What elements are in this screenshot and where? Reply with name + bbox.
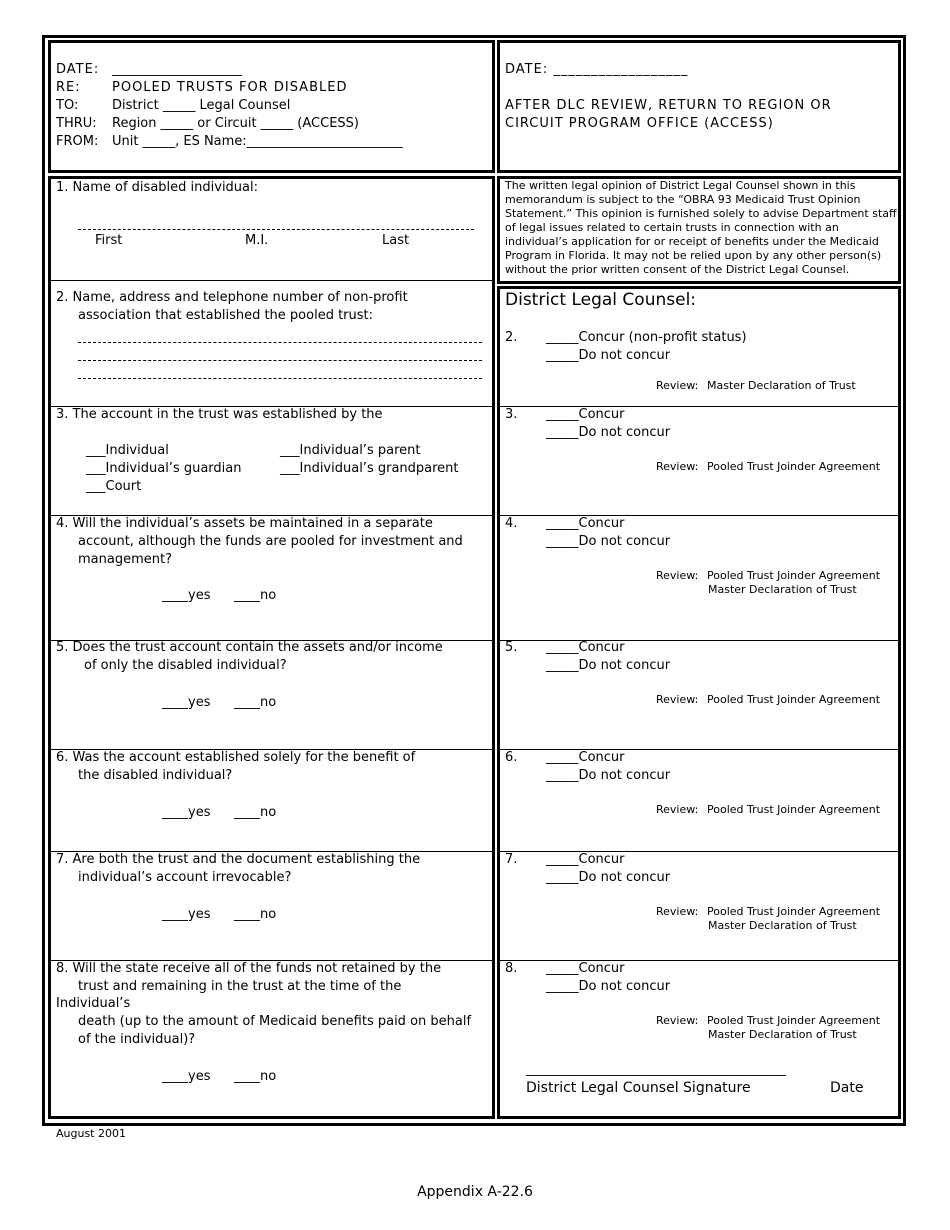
concur-option[interactable]: _____Concur (546, 750, 625, 765)
do-not-concur-option[interactable]: _____Do not concur (546, 425, 671, 440)
to-label: TO: (56, 98, 79, 113)
review-label: Review: (656, 379, 699, 392)
q8-text: death (up to the amount of Medicaid benefits paid on behalf (78, 1014, 472, 1029)
review-doc: Master Declaration of Trust (708, 583, 857, 596)
q8-text: 8. Will the state receive all of the funds not retained by the (56, 961, 442, 976)
re-label: RE: (56, 80, 81, 95)
q7-yes[interactable]: ____yes (162, 907, 211, 922)
q1-text: 1. Name of disabled individual: (56, 180, 259, 195)
do-not-concur-option[interactable]: _____Do not concur (546, 870, 671, 885)
do-not-concur-option[interactable]: _____Do not concur (546, 658, 671, 673)
q5-text: 5. Does the trust account contain the assets and/or income (56, 640, 443, 655)
disclaimer-line: Program in Florida. It may not be relied upon by any other person(s) (505, 249, 882, 262)
concur-option[interactable]: _____Concur (546, 516, 625, 531)
disclaimer-line: individual’s application for or receipt of benefits under the Medicaid (505, 235, 879, 248)
divider (51, 280, 492, 281)
thru-label: THRU: (56, 116, 97, 131)
q4-yes[interactable]: ____yes (162, 588, 211, 603)
do-not-concur-option[interactable]: _____Do not concur (546, 348, 671, 363)
from-label: FROM: (56, 134, 99, 149)
q5-yes[interactable]: ____yes (162, 695, 211, 710)
option-parent[interactable]: ___Individual’s parent (280, 443, 421, 458)
disclaimer-line: of legal issues related to certain trusts in connection with an (505, 221, 839, 234)
q4-text: 4. Will the individual’s assets be maintained in a separate (56, 516, 433, 531)
q4-no[interactable]: ____no (234, 588, 277, 603)
association-field[interactable] (78, 342, 482, 343)
dlc-row-number: 2. (505, 330, 518, 345)
q7-no[interactable]: ____no (234, 907, 277, 922)
dlc-row-number: 7. (505, 852, 518, 867)
dlc-title: District Legal Counsel: (505, 290, 697, 310)
q3-text: 3. The account in the trust was established by the (56, 407, 383, 422)
thru-value[interactable]: Region _____ or Circuit _____ (ACCESS) (112, 116, 359, 131)
concur-option[interactable]: _____Concur (546, 407, 625, 422)
association-field[interactable] (78, 378, 482, 379)
do-not-concur-option[interactable]: _____Do not concur (546, 768, 671, 783)
review-doc: Pooled Trust Joinder Agreement (707, 803, 881, 816)
review-doc: Master Declaration of Trust (708, 1028, 857, 1041)
dlc-row-number: 8. (505, 961, 518, 976)
q8-yes[interactable]: ____yes (162, 1069, 211, 1084)
disclaimer-line: memorandum is subject to the “OBRA 93 Medicaid Trust Opinion (505, 193, 861, 206)
disclaimer-line: Statement.” This opinion is furnished solely to advise Department staff (505, 207, 897, 220)
review-doc: Pooled Trust Joinder Agreement (707, 460, 881, 473)
q6-text: 6. Was the account established solely for the benefit of (56, 750, 416, 765)
re-value: POOLED TRUSTS FOR DISABLED (112, 80, 348, 95)
review-label: Review: (656, 569, 699, 582)
q4-text: management? (78, 552, 172, 567)
dlc-row-number: 5. (505, 640, 518, 655)
do-not-concur-option[interactable]: _____Do not concur (546, 979, 671, 994)
q5-no[interactable]: ____no (234, 695, 277, 710)
disclaimer-line: without the prior written consent of the District Legal Counsel. (505, 263, 850, 276)
q8-text: Individual’s (56, 996, 131, 1011)
review-label: Review: (656, 803, 699, 816)
q6-no[interactable]: ____no (234, 805, 277, 820)
review-doc: Master Declaration of Trust (708, 919, 857, 932)
option-guardian[interactable]: ___Individual’s guardian (86, 461, 242, 476)
q8-no[interactable]: ____no (234, 1069, 277, 1084)
review-label: Review: (656, 693, 699, 706)
q7-text: 7. Are both the trust and the document establishing the (56, 852, 421, 867)
do-not-concur-option[interactable]: _____Do not concur (546, 534, 671, 549)
review-doc: Pooled Trust Joinder Agreement (707, 569, 881, 582)
revision-date: August 2001 (56, 1127, 126, 1140)
last-label: Last (382, 233, 410, 248)
review-doc: Pooled Trust Joinder Agreement (707, 1014, 881, 1027)
q8-text: of the individual)? (78, 1032, 196, 1047)
review-doc: Pooled Trust Joinder Agreement (707, 905, 881, 918)
dlc-row-number: 6. (505, 750, 518, 765)
disclaimer-line: The written legal opinion of District Legal Counsel shown in this (505, 179, 856, 192)
signature-date-label: Date (830, 1080, 864, 1096)
name-field[interactable] (78, 229, 474, 230)
concur-option[interactable]: _____Concur (non-profit status) (546, 330, 747, 345)
mi-label: M.I. (245, 233, 269, 248)
q8-text: trust and remaining in the trust at the time of the (78, 979, 402, 994)
q2-text: 2. Name, address and telephone number of non-profit (56, 290, 408, 305)
first-label: First (95, 233, 123, 248)
dlc-row-number: 4. (505, 516, 518, 531)
review-label: Review: (656, 460, 699, 473)
to-value[interactable]: District _____ Legal Counsel (112, 98, 291, 113)
q5-text: of only the disabled individual? (84, 658, 287, 673)
concur-option[interactable]: _____Concur (546, 852, 625, 867)
review-label: Review: (656, 1014, 699, 1027)
review-label: Review: (656, 905, 699, 918)
concur-option[interactable]: _____Concur (546, 961, 625, 976)
date-field[interactable]: ____________________ (112, 62, 242, 77)
option-court[interactable]: ___Court (86, 479, 142, 494)
dlc-row-number: 3. (505, 407, 518, 422)
appendix-label: Appendix A-22.6 (417, 1184, 533, 1200)
signature-label: District Legal Counsel Signature (526, 1080, 751, 1096)
q6-text: the disabled individual? (78, 768, 233, 783)
q4-text: account, although the funds are pooled for investment and (78, 534, 463, 549)
option-grandparent[interactable]: ___Individual’s grandparent (280, 461, 459, 476)
q6-yes[interactable]: ____yes (162, 805, 211, 820)
concur-option[interactable]: _____Concur (546, 640, 625, 655)
dlc-date-field[interactable]: DATE: __________________ (505, 62, 689, 77)
association-field[interactable] (78, 360, 482, 361)
review-doc: Master Declaration of Trust (707, 379, 856, 392)
review-doc: Pooled Trust Joinder Agreement (707, 693, 881, 706)
signature-line[interactable]: ________________________________________ (526, 1062, 786, 1077)
option-individual[interactable]: ___Individual (86, 443, 169, 458)
date-label: DATE: (56, 62, 100, 77)
return-instruction: CIRCUIT PROGRAM OFFICE (ACCESS) (505, 116, 774, 131)
q7-text: individual’s account irrevocable? (78, 870, 292, 885)
from-value[interactable]: Unit _____, ES Name:________________________ (112, 134, 403, 149)
return-instruction: AFTER DLC REVIEW, RETURN TO REGION OR (505, 98, 832, 113)
q2-text: association that established the pooled trust: (78, 308, 374, 323)
